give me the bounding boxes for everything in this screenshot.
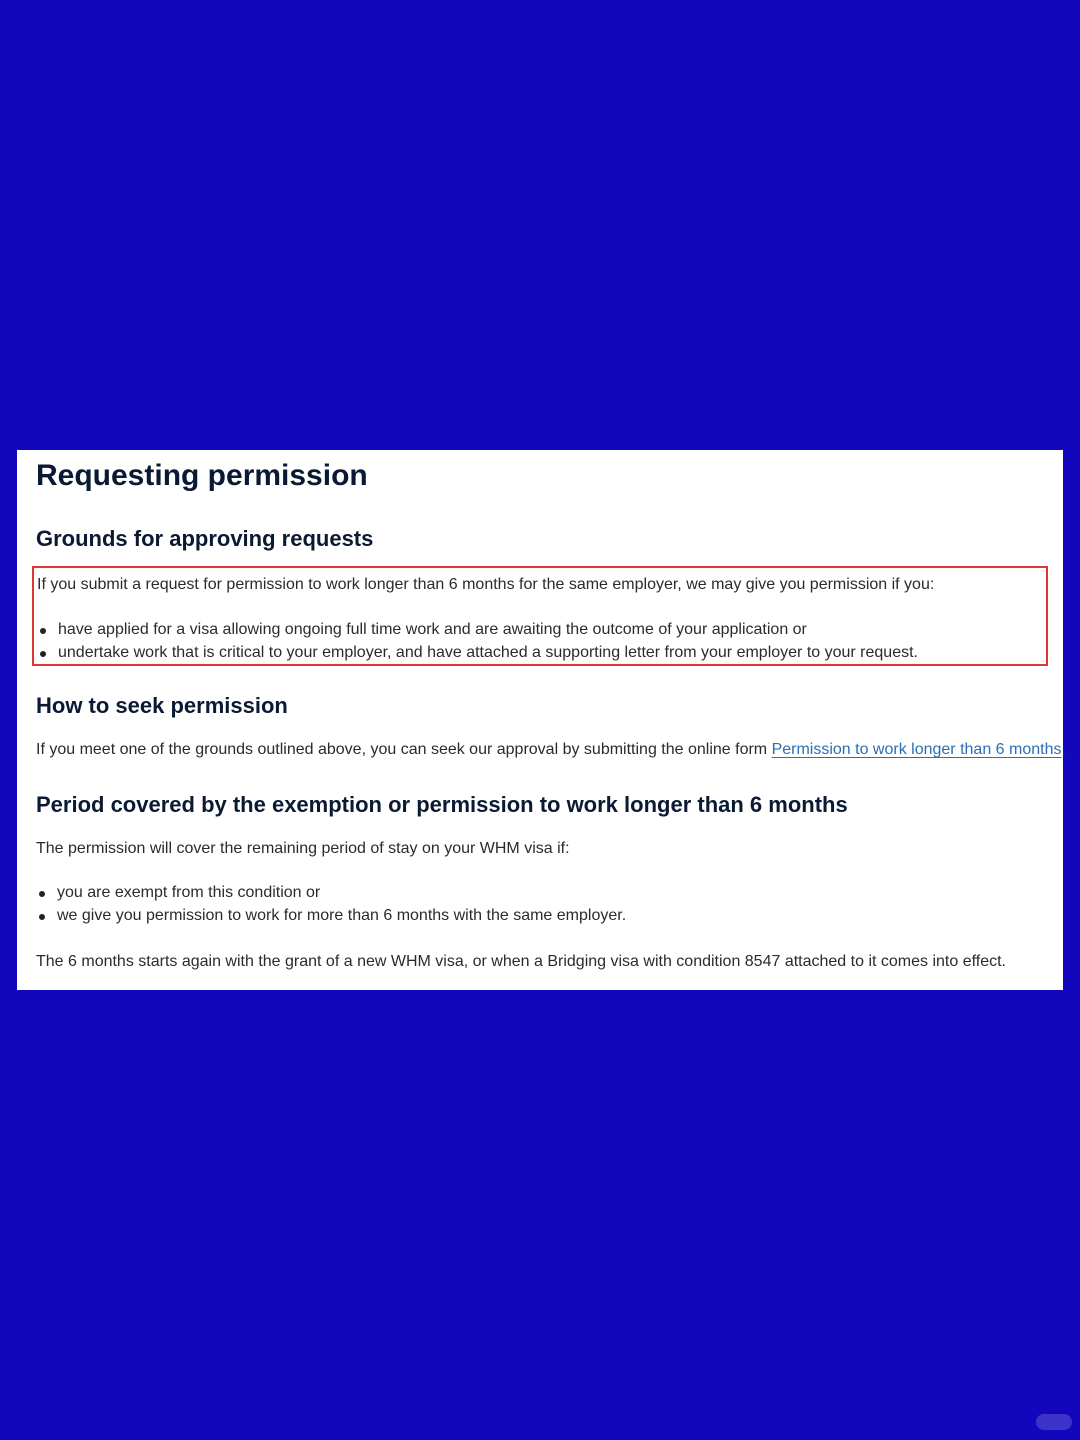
seek-paragraph bbox=[36, 740, 1066, 760]
period-intro: The permission will cover the remaining period of stay on your WHM visa if: bbox=[36, 840, 570, 857]
bullet-icon bbox=[39, 891, 45, 897]
period-final: The 6 months starts again with the grant of a new WHM visa, or when a Bridging visa with condition 8547 attached to it comes into effect. bbox=[36, 953, 1006, 970]
bullet-icon bbox=[40, 651, 46, 657]
bullet-icon bbox=[39, 914, 45, 920]
grounds-intro: If you submit a request for permission to work longer than 6 months for the same employer, we may give you permission if you: bbox=[37, 576, 935, 593]
list-item bbox=[37, 642, 918, 665]
list-item bbox=[37, 619, 918, 642]
list-item bbox=[36, 905, 626, 928]
period-list bbox=[36, 882, 626, 927]
list-item-text: we give you permission to work for more than 6 months with the same employer. bbox=[57, 906, 627, 924]
grounds-heading: Grounds for approving requests bbox=[36, 526, 374, 551]
permission-form-link[interactable]: Permission to work longer than 6 months bbox=[771, 741, 1062, 758]
highlighted-grounds-box bbox=[32, 566, 1048, 666]
watermark-badge bbox=[1036, 1414, 1072, 1430]
list-item-text: you are exempt from this condition or bbox=[57, 884, 321, 901]
period-heading: Period covered by the exemption or permission to work longer than 6 months bbox=[36, 792, 848, 817]
list-item-text: have applied for a visa allowing ongoing full time work and are awaiting the outcome of your application or bbox=[58, 621, 807, 638]
seek-heading: How to seek permission bbox=[36, 693, 288, 718]
content-panel bbox=[17, 450, 1066, 990]
list-item bbox=[36, 882, 626, 905]
list-item-text: undertake work that is critical to your employer, and have attached a supporting letter from your employer to your request. bbox=[58, 643, 918, 661]
grounds-list bbox=[37, 619, 918, 664]
page-title: Requesting permission bbox=[36, 459, 368, 492]
bullet-icon bbox=[40, 628, 46, 634]
seek-text: If you meet one of the grounds outlined above, you can seek our approval by submitting the online form bbox=[36, 741, 772, 758]
seek-text-end: . bbox=[1061, 741, 1066, 758]
